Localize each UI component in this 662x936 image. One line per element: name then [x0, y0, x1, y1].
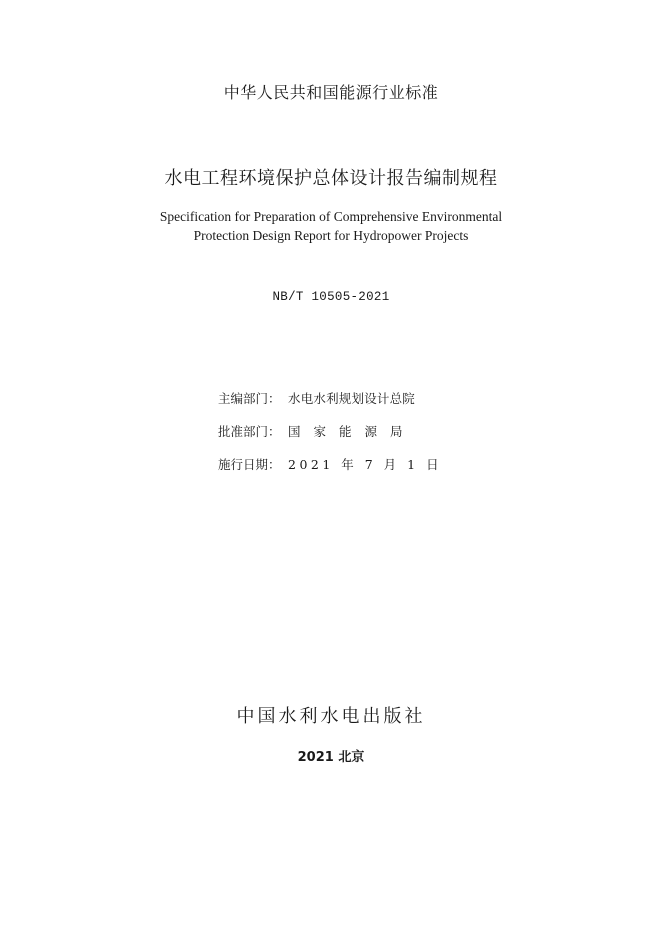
publisher-name: 中国水利水电出版社 [236, 706, 426, 727]
english-title-line-2: Protection Design Report for Hydropower Projects [193, 228, 469, 243]
publish-year-place: 2021 北京 [297, 750, 365, 765]
info-row-chief-editor [218, 389, 442, 422]
english-title-line-1: Specification for Preparation of Comprehensive Environmental [159, 209, 503, 224]
info-label: 批准部门： [218, 424, 281, 439]
info-value: 水电水利规划设计总院 [288, 391, 416, 406]
info-label: 主编部门： [218, 391, 281, 406]
standard-series-heading: 中华人民共和国能源行业标准 [223, 83, 439, 102]
info-row-approval-department [218, 422, 442, 455]
issuing-info [218, 389, 442, 488]
info-value: 国家能源局 [288, 424, 416, 439]
info-row-effective-date [218, 455, 442, 488]
standard-code: NB/T 10505-2021 [272, 290, 390, 304]
info-value: 2021 年 7 月 1 日 [288, 457, 443, 472]
english-title [0, 207, 662, 245]
info-label: 施行日期： [218, 457, 281, 472]
chinese-title: 水电工程环境保护总体设计报告编制规程 [164, 168, 498, 189]
